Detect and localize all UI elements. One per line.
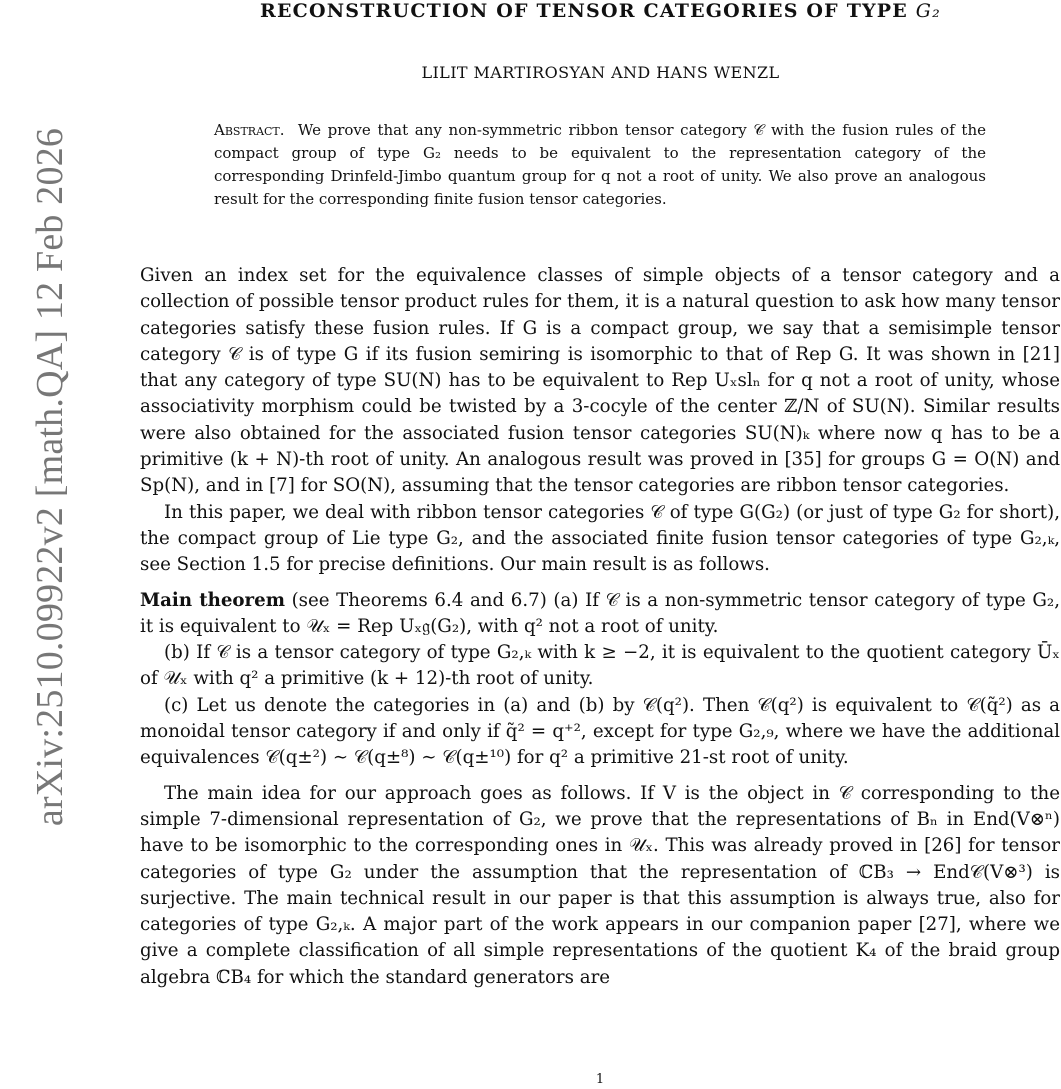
title-symbol: G₂	[915, 0, 941, 22]
page-number: 1	[595, 1072, 605, 1087]
paragraph-3: The main idea for our approach goes as follows. If V is the object in 𝒞 corresponding to the simple 7-dimensional representation of G₂, we prove that the representations of Bₙ in End(V⊗ⁿ) have to be isomorphic to the corresponding ones in 𝒰ₓ. This was already proved in [26] for tensor categories of type G₂ under the assumption that the representation of ℂB₃ → End𝒞(V⊗³) is surjective. The main technical result in our paper is that this assumption is always true, also for categories of type G₂,ₖ. A major part of the work appears in our companion paper [27], where we give a complete classification of all simple representations of the quotient K₄ of the braid group algebra ℂB₄ for which the standard generators are	[140, 782, 1060, 988]
paragraph-2: In this paper, we deal with ribbon tensor categories 𝒞 of type G(G₂) (or just of type G₂ for short), the compact group of Lie type G₂, and the associated finite fusion tensor categories of type G₂,ₖ, see Section 1.5 for precise definitions. Our main result is as follows.	[140, 501, 1060, 576]
main-theorem-a-text: (see Theorems 6.4 and 6.7) (a) If 𝒞 is a non-symmetric tensor category of type G₂, it is equivalent to 𝒰ₓ = Rep Uₓ𝔤(G₂), with q² not a root of unity.	[140, 589, 1060, 637]
main-theorem-b: (b) If 𝒞 is a tensor category of type G₂,ₖ with k ≥ −2, it is equivalent to the quotient category Ūₓ of 𝒰ₓ with q² a primitive (k + 12)-th root of unity.	[140, 642, 1060, 690]
abstract-label: Abstract.	[214, 121, 285, 139]
paper-authors: LILIT MARTIROSYAN AND HANS WENZL	[421, 63, 780, 82]
abstract-text: We prove that any non-symmetric ribbon tensor category 𝒞 with the fusion rules of the compact group of type G₂ needs to be equivalent to the representation category of the corresponding Drinfeld-Jimbo quantum group for q not a root of unity. We also prove an analogous result for the corresponding finite fusion tensor categories.	[214, 121, 986, 208]
body-text	[140, 263, 1060, 991]
abstract	[214, 119, 986, 211]
paper-title	[140, 0, 1061, 22]
paragraph-1: Given an index set for the equivalence classes of simple objects of a tensor category and a collection of possible tensor product rules for them, it is a natural question to ask how many tensor categories satisfy these fusion rules. If G is a compact group, we say that a semisimple tensor category 𝒞 is of type G if its fusion semiring is isomorphic to that of Rep G. It was shown in [21] that any category of type SU(N) has to be equivalent to Rep Uₓslₙ for q not a root of unity, whose associativity morphism could be twisted by a 3-cocyle of the center ℤ/N of SU(N). Similar results were also obtained for the associated fusion tensor categories SU(N)ₖ where now q has to be a primitive (k + N)-th root of unity. An analogous result was proved in [35] for groups G = O(N) and Sp(N), and in [7] for SO(N), assuming that the tensor categories are ribbon tensor categories.	[140, 265, 1060, 497]
main-theorem-c: (c) Let us denote the categories in (a) and (b) by 𝒞(q²). Then 𝒞(q²) is equivalent to 𝒞(q̃²) as a monoidal tensor category if and only if q̃² = q⁺², except for type G₂,₉, where we have the additional equivalences 𝒞(q±²) ∼ 𝒞(q±⁸) ∼ 𝒞(q±¹⁰) for q² a primitive 21-st root of unity.	[140, 694, 1060, 769]
arxiv-identifier: arXiv:2510.09922v2 [math.QA] 12 Feb 2026	[29, 127, 71, 827]
main-theorem-label: Main theorem	[140, 589, 285, 611]
title-text: RECONSTRUCTION OF TENSOR CATEGORIES OF TYPE	[259, 0, 908, 22]
main-theorem-a	[140, 588, 1060, 641]
